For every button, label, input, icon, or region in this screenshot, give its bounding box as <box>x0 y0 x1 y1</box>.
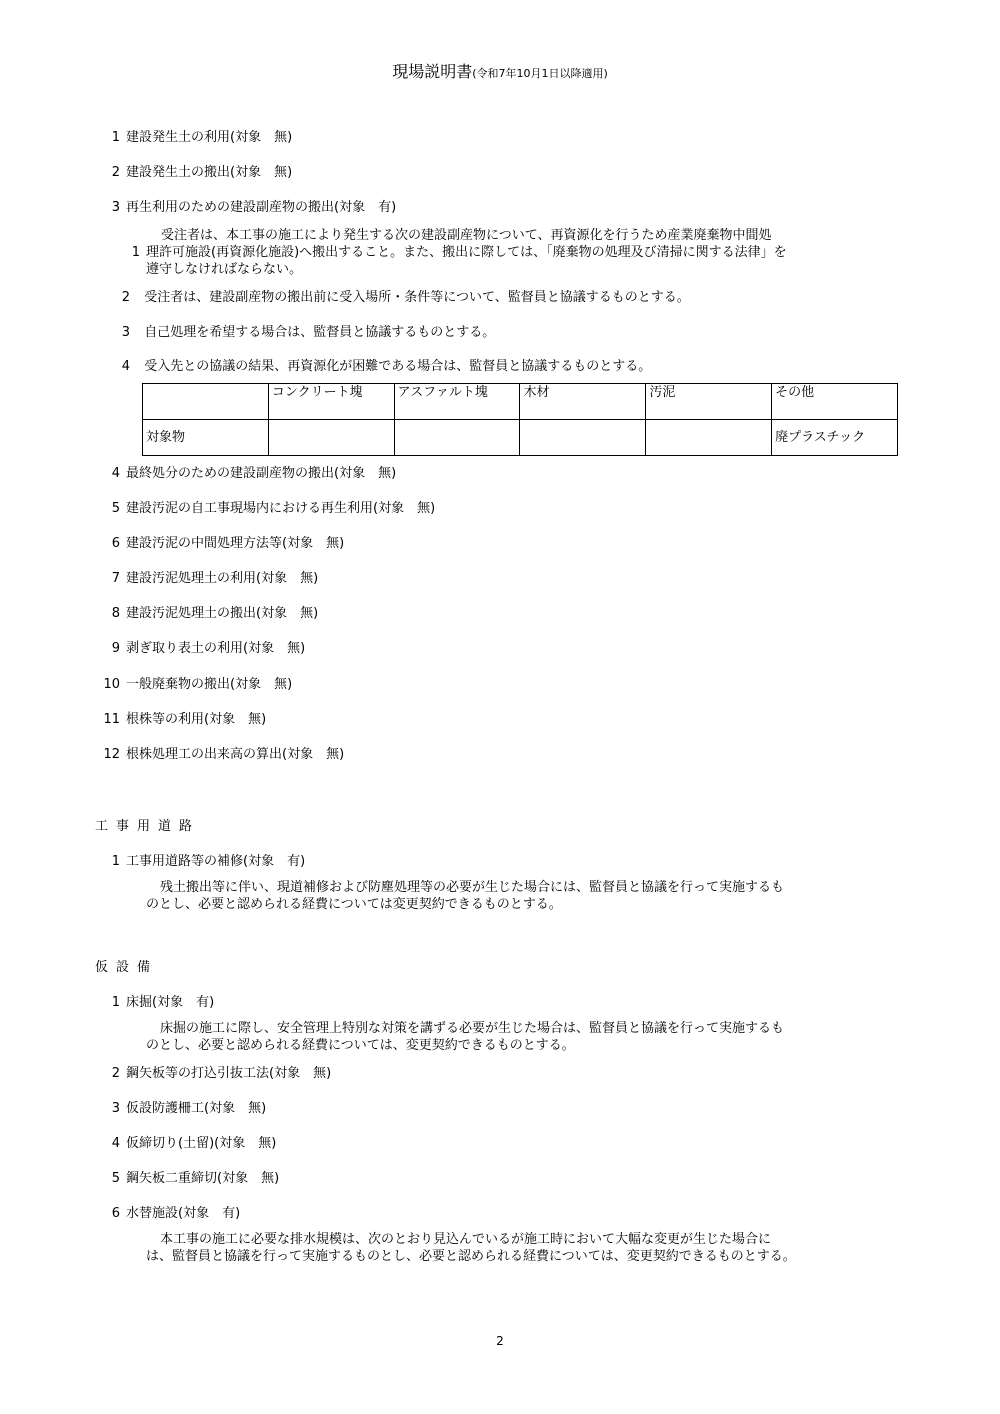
table-cell: コンクリート塊 <box>268 384 394 420</box>
list-item: 7 建設汚泥処理土の利用(対象 無) <box>111 571 319 586</box>
table-cell: 廃プラスチック <box>772 420 898 456</box>
list-item: 4 最終処分のための建設副産物の搬出(対象 無) <box>111 466 397 481</box>
sub-item-line: 受注者は、本工事の施工により発生する次の建設副産物について、再資源化を行うため産業廃棄物中間処 <box>148 228 772 243</box>
list-item: 8 建設汚泥処理土の搬出(対象 無) <box>111 606 319 621</box>
table-cell <box>520 420 646 456</box>
table-header-row <box>143 384 898 420</box>
document-subtitle: (令和7年10月1日以降適用) <box>472 67 608 80</box>
table-row <box>143 420 898 456</box>
paragraph-line: 残土搬出等に伴い、現道補修および防塵処理等の必要が生じた場合には、監督員と協議を行って実施するも <box>160 880 785 895</box>
list-item: 1 建設発生土の利用(対象 無) <box>111 130 293 145</box>
sub-item: 1 理許可施設(再資源化施設)へ搬出すること。また、搬出に際しては、「廃棄物の処理及び清掃に関する法律」を <box>131 245 787 260</box>
table-cell <box>394 420 520 456</box>
table-cell: 対象物 <box>143 420 269 456</box>
list-item: 3 仮設防護柵工(対象 無) <box>111 1101 267 1116</box>
paragraph-line: 床掘の施工に際し、安全管理上特別な対策を講ずる必要が生じた場合は、監督員と協議を行って実施するも <box>160 1021 785 1036</box>
page-number: 2 <box>496 1334 504 1348</box>
list-item: 6 建設汚泥の中間処理方法等(対象 無) <box>111 536 345 551</box>
document-title: 現場説明書 <box>392 62 473 81</box>
paragraph-line: は、監督員と協議を行って実施するものとし、必要と認められる経費については、変更契約できるものとする。 <box>146 1249 796 1264</box>
list-item: 1 床掘(対象 有) <box>111 995 215 1010</box>
table-cell: 汚泥 <box>646 384 772 420</box>
paragraph-line: のとし、必要と認められる経費については変更契約できるものとする。 <box>146 897 562 912</box>
list-item: 3 再生利用のための建設副産物の搬出(対象 有) <box>111 200 397 215</box>
list-item: 5 鋼矢板二重締切(対象 無) <box>111 1171 280 1186</box>
sub-item: 4 受入先との協議の結果、再資源化が困難である場合は、監督員と協議するものとする。 <box>121 359 652 374</box>
list-item: 1 工事用道路等の補修(対象 有) <box>111 854 306 869</box>
section-heading: 仮設備 <box>95 960 159 975</box>
byproduct-table <box>142 383 898 456</box>
table-cell <box>268 420 394 456</box>
list-item: 11 根株等の利用(対象 無) <box>103 712 267 727</box>
table-cell: アスファルト塊 <box>394 384 520 420</box>
sub-item: 3 自己処理を希望する場合は、監督員と協議するものとする。 <box>121 325 496 340</box>
sub-item-line: 遵守しなければならない。 <box>146 262 303 277</box>
table-cell <box>143 384 269 420</box>
sub-item: 2 受注者は、建設副産物の搬出前に受入場所・条件等について、監督員と協議するものとする。 <box>121 290 690 305</box>
table-cell <box>646 420 772 456</box>
table-cell: その他 <box>772 384 898 420</box>
section-heading: 工事用道路 <box>95 819 201 834</box>
paragraph-line: のとし、必要と認められる経費については、変更契約できるものとする。 <box>146 1038 575 1053</box>
list-item: 2 鋼矢板等の打込引抜工法(対象 無) <box>111 1066 332 1081</box>
list-item: 2 建設発生土の搬出(対象 無) <box>111 165 293 180</box>
list-item: 5 建設汚泥の自工事現場内における再生利用(対象 無) <box>111 501 436 516</box>
paragraph-line: 本工事の施工に必要な排水規模は、次のとおり見込んでいるが施工時において大幅な変更が生じた場合に <box>160 1232 772 1247</box>
table-cell: 木材 <box>520 384 646 420</box>
list-item: 4 仮締切り(土留)(対象 無) <box>111 1136 277 1151</box>
list-item: 12 根株処理工の出来高の算出(対象 無) <box>103 747 345 762</box>
list-item: 10 一般廃棄物の搬出(対象 無) <box>103 677 293 692</box>
list-item: 6 水替施設(対象 有) <box>111 1206 241 1221</box>
list-item: 9 剥ぎ取り表土の利用(対象 無) <box>111 641 306 656</box>
page-title <box>0 64 1000 82</box>
